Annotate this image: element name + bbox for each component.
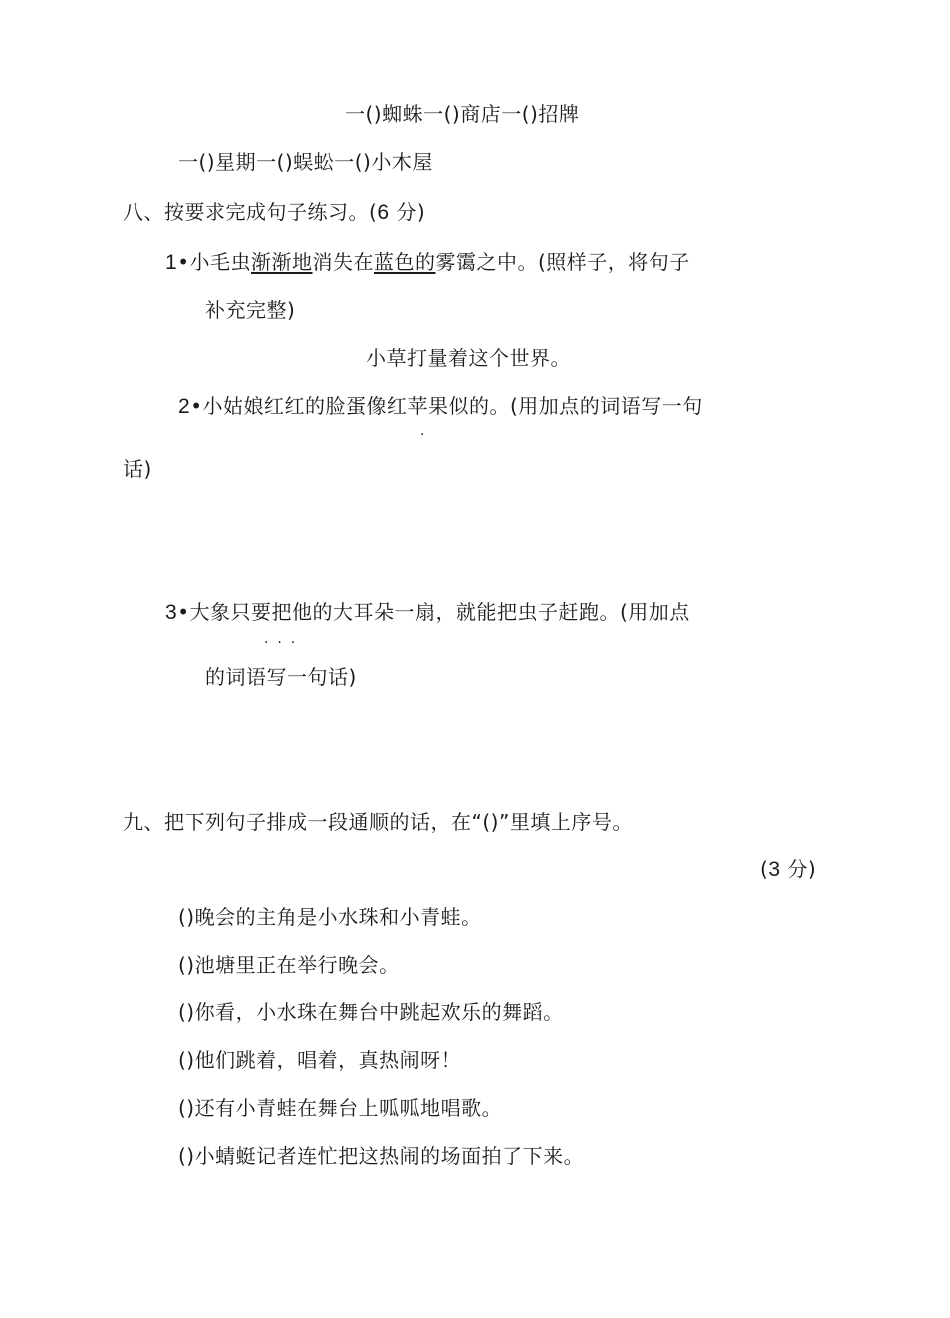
question-3-number: 3 [165,601,178,624]
section-9-score [760,855,816,884]
section-8-heading [123,198,425,227]
section-9-heading: 九、把下列句子排成一段通顺的话，在“()”里填上序号。 [123,810,633,834]
ordering-item-3: ()你看，小水珠在舞台中跳起欢乐的舞蹈。 [178,1000,564,1024]
section-8-heading-suffix: 分) [396,200,426,224]
question-3-emphasis-dots: · · · [264,635,296,651]
measure-word-row-2: 一()星期一()蜈蚣一()小木屋 [178,150,433,174]
ordering-item-4: ()他们跳着，唱着，真热闹呀！ [178,1048,462,1072]
question-2-continuation: 话) [123,457,152,481]
question-3 [165,598,690,627]
measure-word-row-1: 一()蜘蛛一()商店一()招牌 [345,102,580,126]
question-3-bullet: • [177,600,190,624]
question-2-bullet: • [190,394,203,418]
question-1-part1: 小毛虫 [189,250,251,274]
question-1-number: 1 [165,251,178,274]
question-1-example-sentence: 小草打量着这个世界。 [366,346,571,370]
ordering-item-5: ()还有小青蛙在舞台上呱呱地唱歌。 [178,1096,503,1120]
question-1-continuation: 补充完整) [205,298,296,322]
question-1-underlined-1: 渐渐地 [250,250,313,274]
question-1-part2: 消失在 [312,250,374,274]
ordering-item-2: ()池塘里正在举行晚会。 [178,953,400,977]
question-1 [165,248,690,277]
question-1-part3: 雾霭之中。(照样子，将句子 [435,250,690,274]
ordering-item-1: ()晚会的主角是小水珠和小青蛙。 [178,905,482,929]
question-1-underlined-2: 蓝色的 [373,250,436,274]
question-2-emphasis-dots: · [420,427,425,443]
section-8-heading-prefix: 八、按要求完成句子练习。( [123,200,378,224]
question-3-continuation: 的词语写一句话) [205,665,357,689]
section-8-score: 6 [377,201,390,224]
section-9-score-close: 分) [780,857,817,881]
section-9-score-value: 3 [768,858,781,881]
question-3-text: 大象只要把他的大耳朵一扇，就能把虫子赶跑。(用加点 [189,600,690,624]
ordering-item-6: ()小蜻蜓记者连忙把这热闹的场面拍了下来。 [178,1144,585,1168]
question-2-number: 2 [178,395,191,418]
question-1-bullet: • [177,250,190,274]
question-2-text: 小姑娘红红的脸蛋像红苹果似的。(用加点的词语写一句 [202,394,703,418]
section-9-score-open: ( [760,857,769,881]
question-2 [178,392,703,421]
